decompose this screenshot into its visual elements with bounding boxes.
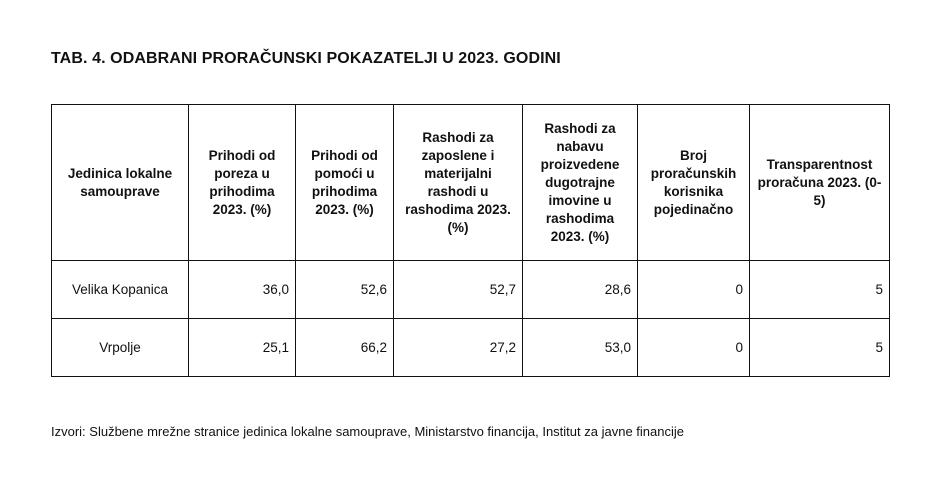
cell-budget-transparency: 5 bbox=[750, 319, 890, 377]
cell-grant-revenue: 52,6 bbox=[296, 261, 394, 319]
budget-indicators-table bbox=[51, 104, 890, 377]
header-municipality: Jedinica lokalne samouprave bbox=[52, 105, 189, 261]
header-staff-material-expenses: Rashodi za zaposlene i materijalni rashodi u rashodima 2023. (%) bbox=[394, 105, 523, 261]
table-row bbox=[52, 319, 890, 377]
header-budget-transparency: Transparentnost proračuna 2023. (0-5) bbox=[750, 105, 890, 261]
header-grant-revenue: Prihodi od pomoći u prihodima 2023. (%) bbox=[296, 105, 394, 261]
cell-budget-users-count: 0 bbox=[638, 261, 750, 319]
cell-staff-material-expenses: 52,7 bbox=[394, 261, 523, 319]
table-row bbox=[52, 261, 890, 319]
header-budget-users-count: Broj proračunskih korisnika pojedinačno bbox=[638, 105, 750, 261]
cell-fixed-assets-expenses: 53,0 bbox=[523, 319, 638, 377]
cell-tax-revenue: 25,1 bbox=[189, 319, 296, 377]
header-fixed-assets-expenses: Rashodi za nabavu proizvedene dugotrajne imovine u rashodima 2023. (%) bbox=[523, 105, 638, 261]
cell-municipality: Vrpolje bbox=[52, 319, 189, 377]
cell-budget-transparency: 5 bbox=[750, 261, 890, 319]
cell-fixed-assets-expenses: 28,6 bbox=[523, 261, 638, 319]
header-row bbox=[52, 105, 890, 261]
source-note: Izvori: Službene mrežne stranice jedinica lokalne samouprave, Ministarstvo financija, Institut za javne financije bbox=[51, 424, 684, 439]
table-title: TAB. 4. ODABRANI PRORAČUNSKI POKAZATELJI U 2023. GODINI bbox=[51, 50, 561, 67]
cell-grant-revenue: 66,2 bbox=[296, 319, 394, 377]
cell-budget-users-count: 0 bbox=[638, 319, 750, 377]
header-tax-revenue: Prihodi od poreza u prihodima 2023. (%) bbox=[189, 105, 296, 261]
cell-municipality: Velika Kopanica bbox=[52, 261, 189, 319]
cell-staff-material-expenses: 27,2 bbox=[394, 319, 523, 377]
cell-tax-revenue: 36,0 bbox=[189, 261, 296, 319]
